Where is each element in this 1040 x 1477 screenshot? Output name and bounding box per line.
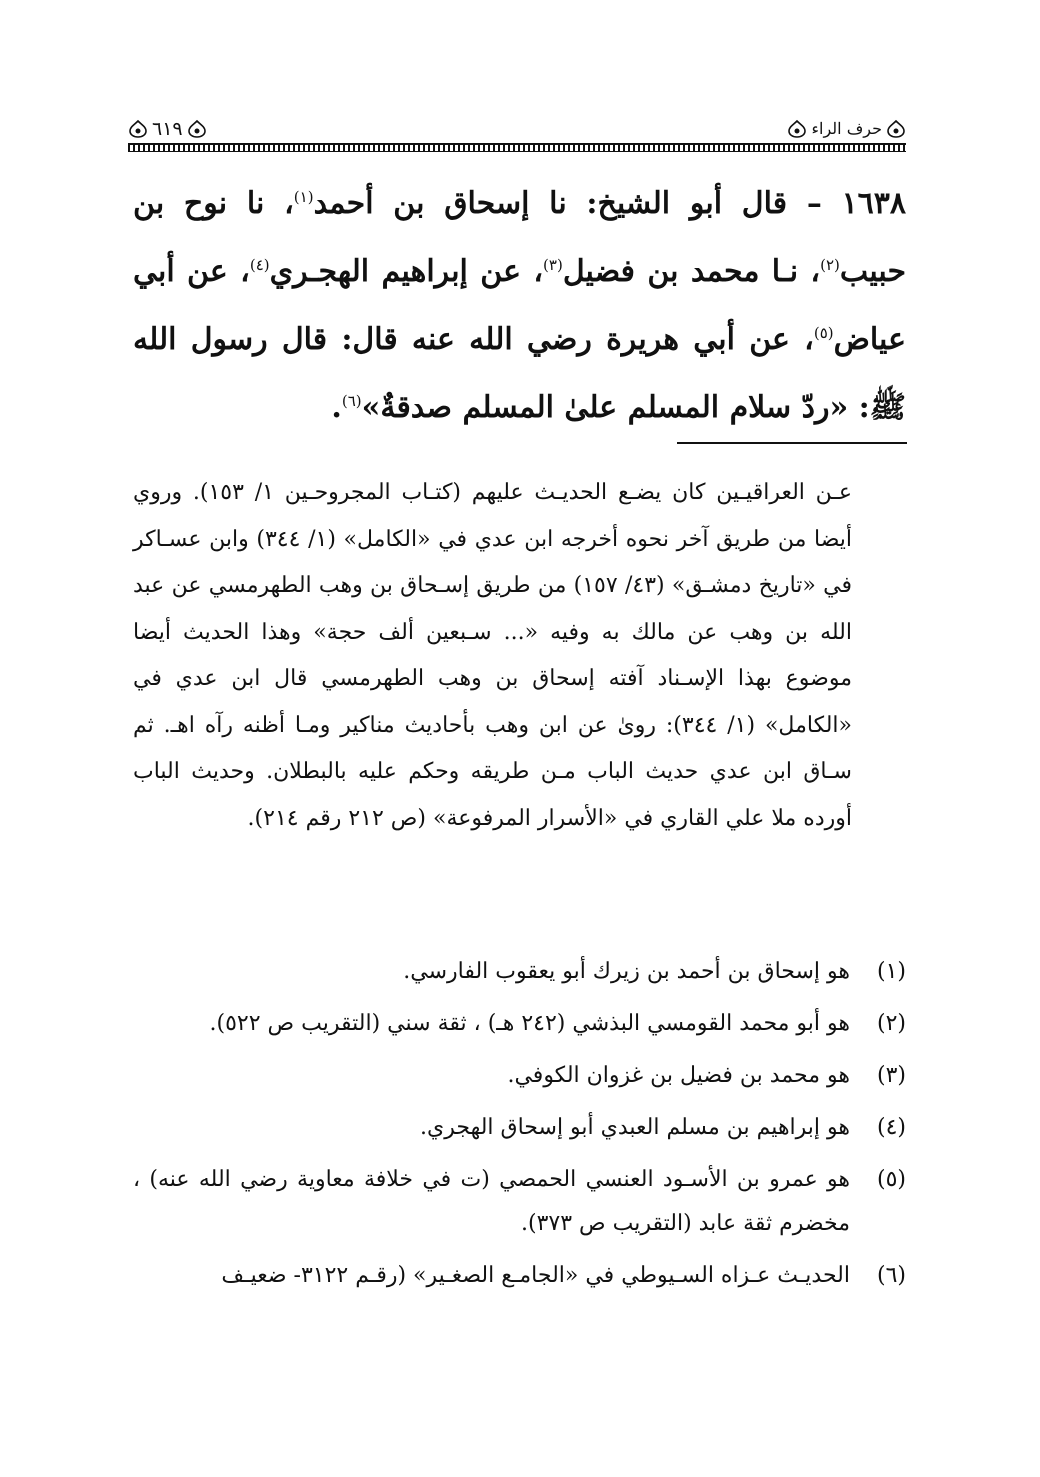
header-rule xyxy=(128,143,906,152)
chapter-title-box xyxy=(787,118,906,140)
footnote-number: (٥) xyxy=(876,1167,906,1192)
footnote-text: الحديـث عـزاه السـيوطي في «الجامـع الصغـير» (رقـم ٣١٢٢- ضعيـف xyxy=(221,1263,850,1288)
footnote-ref: (٥) xyxy=(813,324,834,342)
footnote-list xyxy=(133,950,906,1306)
footnote-number: (٣) xyxy=(876,1063,906,1088)
footnote-ref: (١) xyxy=(293,188,314,206)
footnote-text: هو إبراهيم بن مسلم العبدي أبو إسحاق الهجري. xyxy=(420,1115,850,1140)
ornament-icon xyxy=(128,119,148,139)
footnote-continuation: عـن العراقيـين كان يضـع الحديـث عليهم (كتـاب المجروحـين ١/ ١٥٣). وروي أيضا من طريق آخر نحوه أخرجه ابن عدي في «الكامل» (١/ ٣٤٤) وابن عسـاكر في «تاريخ دمشـق» (٤٣/ ١٥٧) من طريق إسـحاق بن وهب الطهرمسي عن عبد الله بن وهب عن مالك به وفيه «... سـبعين ألف حجة» وهذا الحديث أيضا موضوع بهذا الإسـناد آفته إسحاق بن وهب الطهرمسي قال ابن عدي في «الكامل» (١/ ٣٤٤): روىٰ عن ابن وهب بأحاديث مناكير ومـا أظنه رآه اهـ. ثم سـاق ابن عدي حديث الباب مـن طريقه وحكم عليه بالبطلان. وحديث الباب أورده ملا علي القاري في «الأسرار المرفوعة» (ص ٢١٢ رقم ٢١٤). xyxy=(133,480,853,831)
footnote-item xyxy=(133,950,906,994)
footnote-item xyxy=(133,1158,906,1246)
hadith-end: . xyxy=(331,390,342,425)
footnote-number: (٦) xyxy=(876,1263,906,1288)
footnote-item xyxy=(133,1106,906,1150)
footnote-text: هو أبو محمد القومسي البذشي (٢٤٢ هـ) ، ثقة سني (التقريب ص ٥٢٢). xyxy=(209,1011,850,1036)
footnote-item xyxy=(133,1254,906,1298)
chapter-title: حرف الراء xyxy=(811,119,882,138)
footnote-item xyxy=(133,1054,906,1098)
footnote-text: هو محمد بن فضيل بن غزوان الكوفي. xyxy=(507,1063,850,1088)
footnote-ref: (٣) xyxy=(543,256,563,274)
page-number-box xyxy=(128,118,207,140)
hadith-text: ، عن إبراهيم الهجـري xyxy=(269,254,544,289)
hadith-text: ، نا نوح بن حبيب xyxy=(133,186,906,289)
footnote-number: (٢) xyxy=(876,1011,906,1036)
footnote-ref: (٤) xyxy=(249,256,270,274)
hadith-text: ، عن أبي هريرة رضي الله عنه قال: قال رسول الله ﷺ: xyxy=(133,322,906,425)
page-number: ٦١٩ xyxy=(152,118,183,140)
footnote-ref: (٦) xyxy=(341,392,362,410)
ornament-icon xyxy=(886,119,906,139)
footnote-text: هو إسحاق بن أحمد بن زيرك أبو يعقوب الفارسي. xyxy=(403,959,850,984)
footnote-ref: (٢) xyxy=(820,256,840,274)
hadith-paragraph xyxy=(133,170,906,442)
hadith-text: قال أبو الشيخ: نا إسحاق بن أحمد xyxy=(313,186,807,221)
hadith-number: ١٦٣٨ – xyxy=(806,186,907,221)
ornament-icon xyxy=(787,119,807,139)
footnote-number: (٤) xyxy=(876,1115,906,1140)
hadith-quote: «ردّ سلام المسلم علىٰ المسلم صدقةٌ» xyxy=(361,390,849,425)
running-header xyxy=(128,106,906,158)
ornament-icon xyxy=(187,119,207,139)
footnote-separator xyxy=(677,442,907,444)
footnote-text: هو عمرو بن الأسـود العنسي الحمصي (ت في خلافة معاوية رضي الله عنه) ، مخضرم ثقة عابد (التقريب ص ٣٧٣). xyxy=(133,1167,850,1236)
hadith-text: ، نـا محمد بن فضيل xyxy=(562,254,821,289)
footnote-number: (١) xyxy=(876,959,906,984)
hadith-text: ، عن أبي عياض xyxy=(133,254,906,357)
footnote-item xyxy=(133,1002,906,1046)
